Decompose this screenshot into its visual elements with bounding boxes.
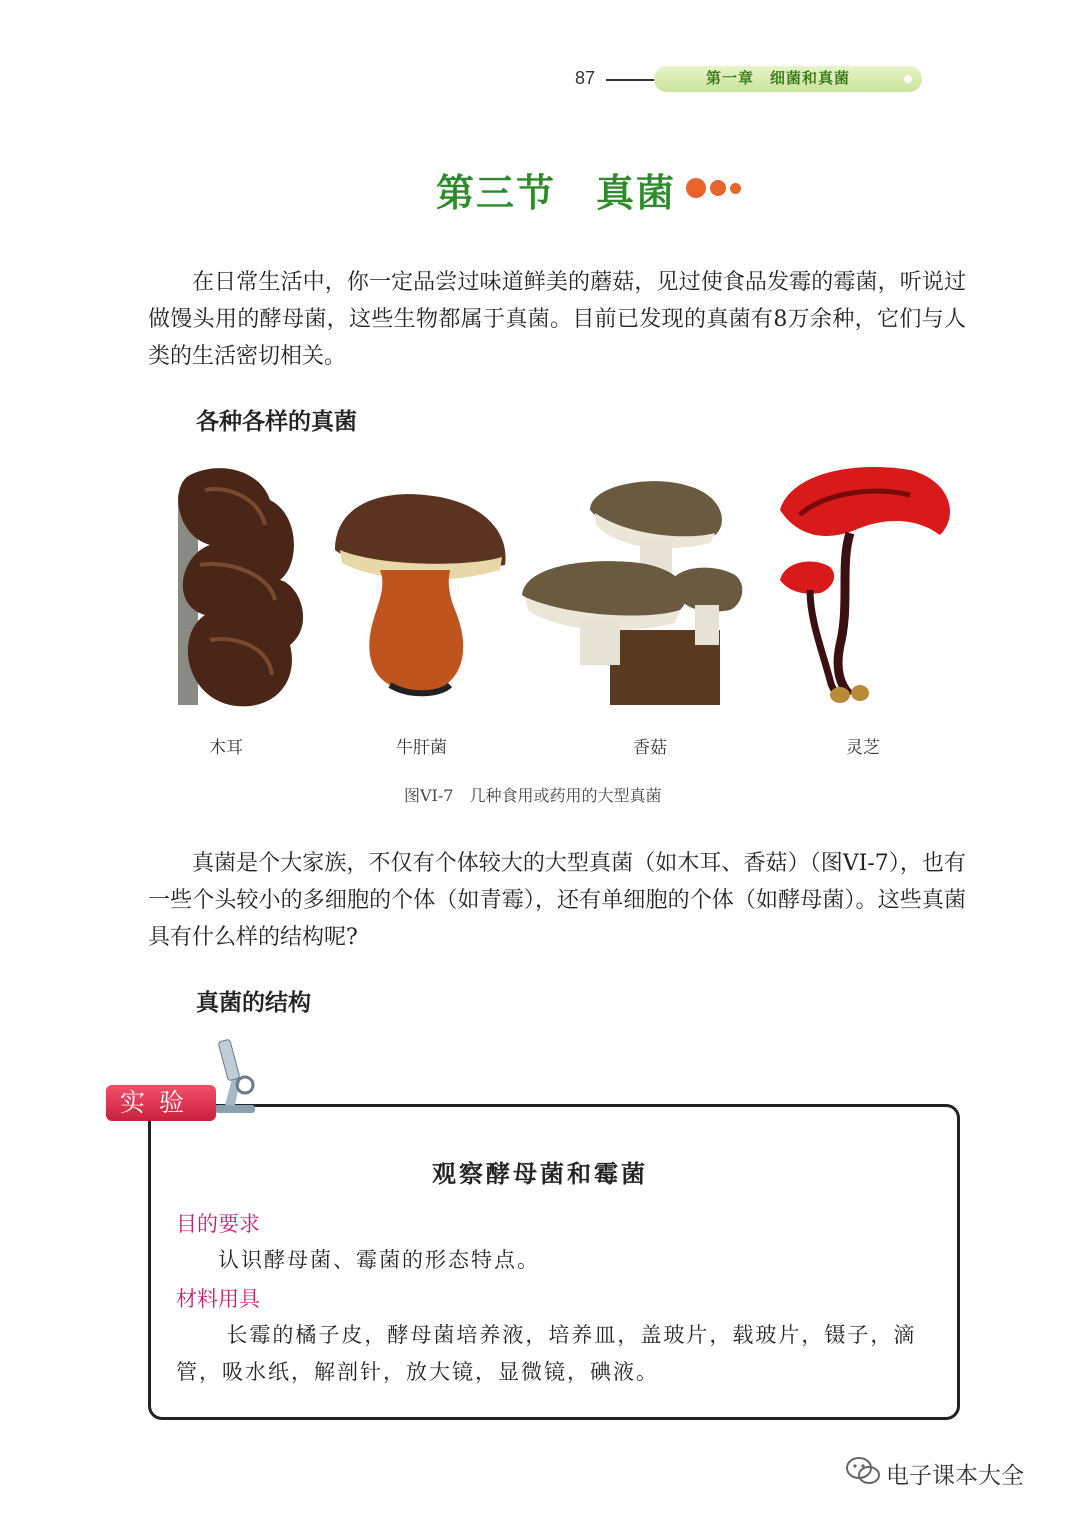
intro-paragraph	[148, 264, 966, 375]
body-paragraph	[148, 845, 966, 956]
wood-ear-illustration	[178, 468, 303, 706]
bolete-illustration	[335, 494, 506, 693]
figure-label-shiitake: 香菇	[633, 738, 667, 758]
materials-text: 长霉的橘子皮，酵母菌培养液，培养皿，盖玻片，载玻片，镊子，滴管，吸水纸，解剖针，放大镜，显微镜，碘液。	[176, 1323, 917, 1384]
subsection-heading-varieties: 各种各样的真菌	[196, 409, 357, 435]
experiment-title: 观察酵母菌和霉菌	[432, 1159, 648, 1188]
shiitake-illustration	[522, 481, 742, 705]
body-text: 真菌是个大家族，不仅有个体较大的大型真菌（如木耳、香菇）（图VI-7），也有一些个头较小的多细胞的个体（如青霉），还有单细胞的个体（如酵母菌）。这些真菌具有什么样的结构呢?	[148, 851, 966, 950]
purpose-text: 认识酵母菌、霉菌的形态特点。	[218, 1248, 540, 1272]
figure-label-reishi: 灵芝	[846, 738, 880, 758]
reishi-illustration	[780, 467, 950, 703]
header-rule	[606, 79, 658, 81]
intro-text: 在日常生活中，你一定品尝过味道鲜美的蘑菇，见过使食品发霉的霉菌，听说过做馒头用的酵母菌，这些生物都属于真菌。目前已发现的真菌有8万余种，它们与人类的生活密切相关。	[148, 270, 966, 369]
chapter-header	[654, 66, 922, 92]
subsection-heading-structure: 真菌的结构	[196, 990, 311, 1016]
chapter-dot	[904, 75, 912, 83]
fungi-figure	[150, 445, 970, 730]
wechat-icon	[846, 1456, 880, 1486]
figure-caption: 图VI-7 几种食用或药用的大型真菌	[404, 786, 662, 805]
experiment-tag: 实验	[106, 1085, 216, 1121]
chapter-title: 第一章 细菌和真菌	[706, 70, 851, 87]
materials-heading: 材料用具	[176, 1287, 260, 1311]
page-number: 87	[575, 68, 596, 88]
source-watermark: 电子课本大全	[886, 1463, 1024, 1489]
purpose-heading: 目的要求	[176, 1212, 260, 1236]
figure-label-wood-ear: 木耳	[209, 738, 243, 758]
figure-label-bolete: 牛肝菌	[396, 738, 447, 758]
section-title: 第三节 真菌	[436, 171, 677, 215]
